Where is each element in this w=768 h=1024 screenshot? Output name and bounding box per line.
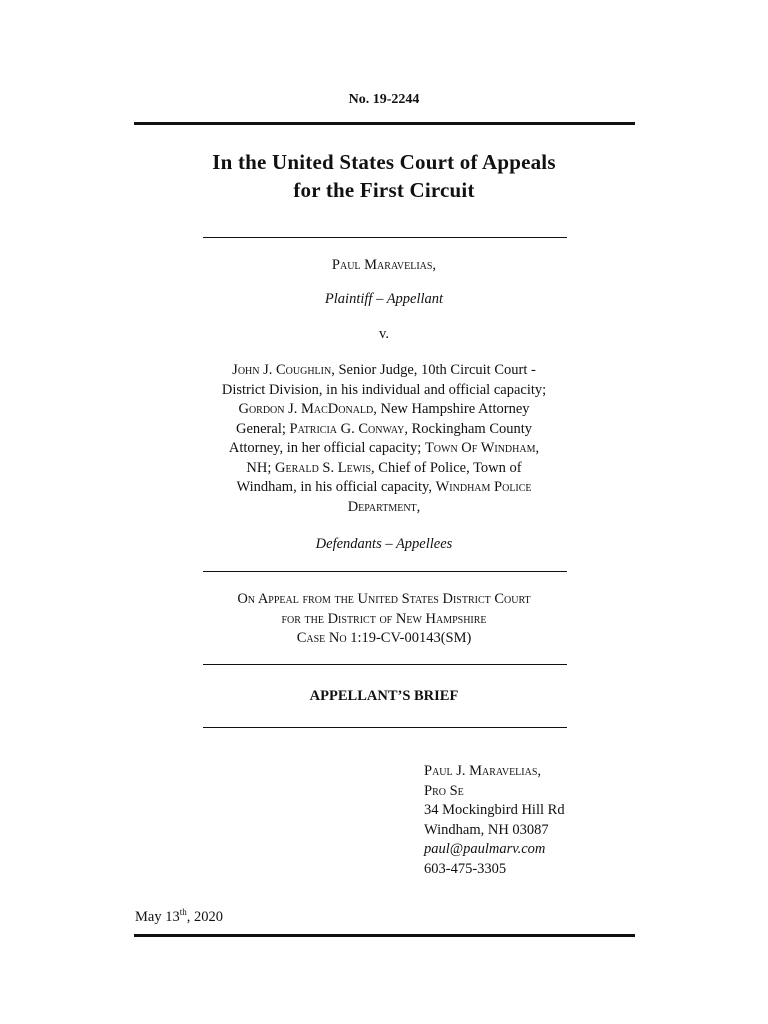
defendants-line [200, 361, 568, 381]
defendants-line [200, 439, 568, 459]
defendant-name: Gerald S. Lewis [275, 459, 372, 476]
defendant-text: , Chief of Police, Town of [371, 459, 522, 476]
defendants-role: Defendants – Appellees [315, 536, 453, 552]
appeal-line1: On Appeal from the United States District Court [237, 591, 531, 607]
defendants-line [200, 400, 568, 420]
defendants-line [200, 420, 568, 440]
court-title-line1: In the United States Court of Appeals [212, 150, 556, 174]
defendant-text: Attorney, in her official capacity; [228, 440, 425, 456]
address-line1: 34 Mockingbird Hill Rd [424, 802, 565, 818]
court-title-line2: for the First Circuit [293, 178, 475, 202]
appeal-line3: Case No 1:19-CV-00143(SM) [296, 630, 472, 646]
defendant-name: Gordon J. MacDonald [238, 401, 374, 417]
defendant-text: Windham, in his official capacity, [236, 479, 436, 495]
appeal-line2: for the District of New Hampshire [281, 610, 487, 627]
plaintiff-role: Plaintiff – Appellant [324, 291, 444, 307]
defendant-text: , Senior Judge, 10th Circuit Court - [331, 362, 536, 378]
defendant-text: NH; [246, 459, 275, 476]
plaintiff-name: Paul Maravelias, [331, 257, 437, 273]
date-suffix: th [179, 907, 187, 917]
defendants-line [200, 459, 568, 479]
filing-date [135, 907, 335, 926]
case-number: No. 19-2244 [348, 92, 420, 107]
defendant-name: Windham Police [435, 479, 532, 495]
email-address: paul@paulmarv.com [424, 841, 546, 857]
signer-status: Pro Se [424, 782, 464, 799]
versus-label: v. [379, 326, 389, 342]
defendant-name: Town Of Windham [424, 440, 536, 456]
defendants-list [200, 361, 568, 517]
signature-block [424, 762, 644, 879]
brief-title: APPELLANT’S BRIEF [309, 688, 459, 704]
address-line2: Windham, NH 03087 [424, 821, 549, 838]
appeal-caption [180, 590, 588, 649]
divider-caption-top [203, 237, 567, 238]
top-rule [134, 122, 635, 125]
defendant-text: , New Hampshire Attorney [373, 401, 530, 417]
divider-caption-bottom [203, 571, 567, 572]
defendant-name: John J. Coughlin [232, 362, 332, 378]
date-month-day: May 13 [135, 908, 180, 925]
date-year: , 2020 [186, 908, 223, 925]
court-title [0, 148, 768, 204]
bottom-rule [134, 934, 635, 937]
defendant-name: Patricia G. Conway [289, 420, 405, 437]
defendants-line: Department, [347, 498, 421, 515]
divider-brief-top [203, 664, 567, 665]
defendant-text: , Rockingham County [404, 420, 533, 437]
phone-number: 603-475-3305 [424, 860, 507, 877]
divider-brief-bottom [203, 727, 567, 728]
defendants-line [200, 478, 568, 498]
defendant-text: , [535, 440, 540, 456]
defendant-text: General; [235, 420, 290, 437]
signer-name: Paul J. Maravelias, [424, 763, 542, 779]
defendants-line: District Division, in his individual and official capacity; [221, 381, 547, 398]
